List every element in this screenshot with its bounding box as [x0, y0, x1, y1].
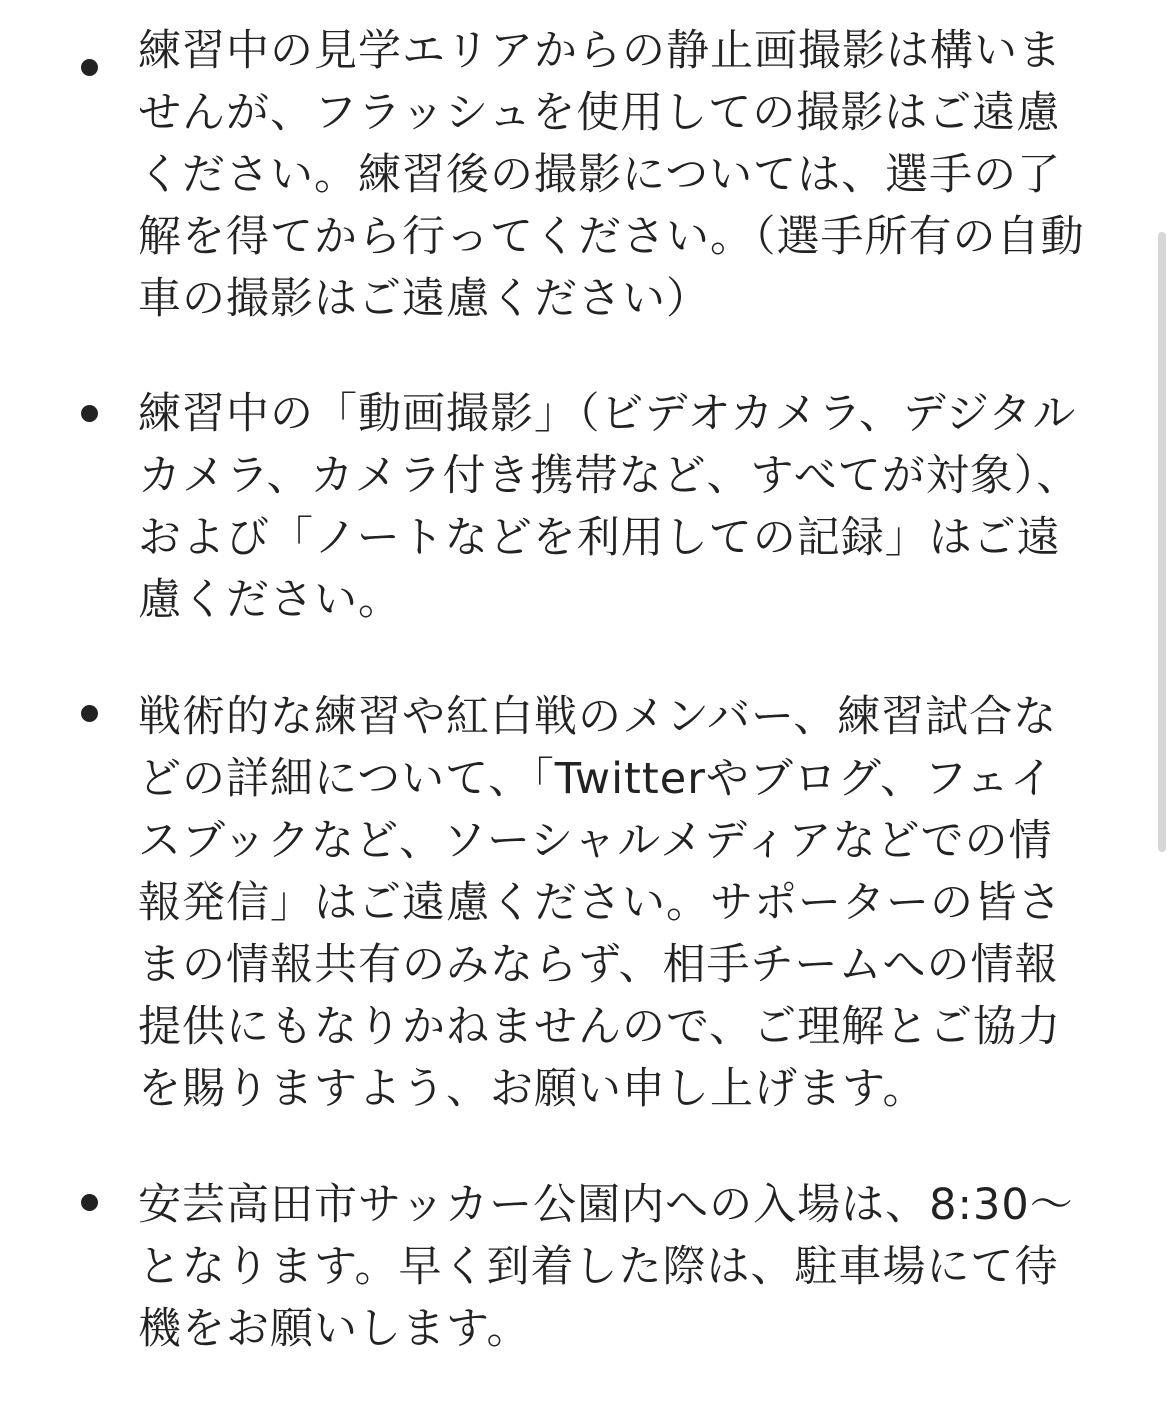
bullet-icon — [81, 405, 98, 422]
bullet-icon — [81, 1194, 98, 1211]
rule-text: 安芸高田市サッカー公園内への入場は、8:30〜となります。早く到着した際は、駐車場にて待機をお願いします。 — [138, 1180, 1074, 1354]
rule-text: 練習中の「動画撮影」（ビデオカメラ、デジタルカメラ、カメラ付き携帯など、すべてが対象）、および「ノートなどを利用しての記録」はご遠慮ください。 — [138, 389, 1081, 625]
bullet-icon — [81, 705, 98, 722]
vertical-scrollbar[interactable] — [1155, 232, 1169, 852]
rule-text: 練習中の見学エリアからの静止画撮影は構いませんが、フラッシュを使用しての撮影はご遠慮ください。練習後の撮影については、選手の了解を得てから行ってください。（選手所有の自動車の撮影はご遠慮ください） — [138, 26, 1085, 324]
scrollbar-thumb[interactable] — [1158, 232, 1166, 852]
bullet-icon — [81, 59, 98, 76]
rule-text: 戦術的な練習や紅白戦のメンバー、練習試合などの詳細について、「Twitterやブログ、フェイスブックなど、ソーシャルメディアなどでの情報発信」はご遠慮ください。サポーターの皆さまの情報共有のみならず、相手チームへの情報提供にもなりかねませんので、ご理解とご協力を賜りますよう、お願い申し上げます。 — [138, 692, 1062, 1114]
